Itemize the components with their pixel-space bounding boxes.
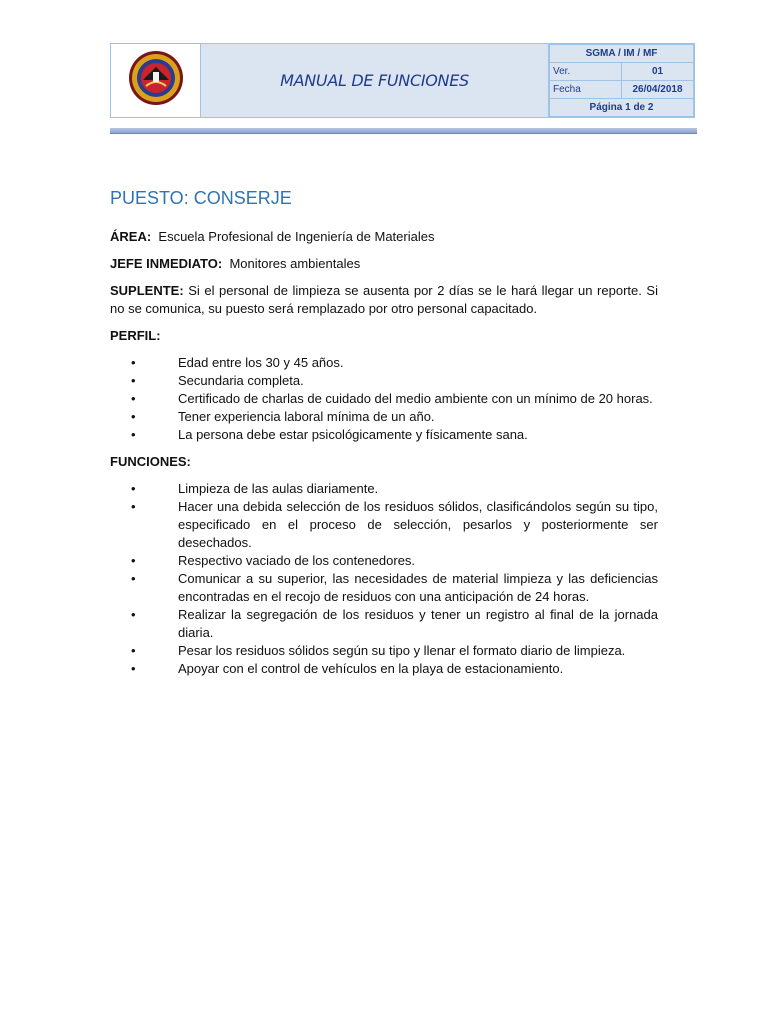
list-item-text: Edad entre los 30 y 45 años. [178,355,344,370]
area-label: ÁREA: [110,229,152,244]
list-item [110,498,658,552]
perfil-label: PERFIL: [110,328,161,343]
list-item-text: Comunicar a su superior, las necesidades de material limpieza y las deficiencias encontradas en el recojo de residuos con una anticipación de 24 horas. [178,571,658,604]
area-line [110,228,658,246]
funciones-heading [110,453,658,471]
date-label: Fecha [550,81,622,99]
bullet-icon: • [131,355,136,370]
list-item-text: Respectivo vaciado de los contenedores. [178,553,416,568]
list-item [110,390,658,408]
list-item-text: Hacer una debida selección de los residuos sólidos, clasificándolos según su tipo, especificado en el proceso de selección, pesarlos y posteriormente ser desechados. [178,499,658,550]
suplente-value: Si el personal de limpieza se ausenta por 2 días se le hará llegar un reporte. Si no se comunica, su puesto será remplazado por otro personal capacitado. [110,283,658,316]
list-item-text: Apoyar con el control de vehículos en la playa de estacionamiento. [178,661,564,676]
funciones-list [110,480,658,678]
perfil-heading [110,327,658,345]
bullet-icon: • [131,391,136,406]
list-item-text: Realizar la segregación de los residuos y tener un registro al final de la jornada diaria. [178,607,658,640]
list-item [110,660,658,678]
page-indicator: Página 1 de 2 [550,99,694,117]
meta-table [549,44,694,117]
header-divider [110,128,697,134]
list-item [110,480,658,498]
jefe-line [110,255,658,273]
bullet-icon: • [131,427,136,442]
meta-cell [549,44,695,118]
list-item-text: Tener experiencia laboral mínima de un año. [178,409,435,424]
bullet-icon: • [131,643,136,658]
title-cell [201,44,549,118]
logo-cell [111,44,201,118]
area-value: Escuela Profesional de Ingeniería de Materiales [158,229,435,244]
list-item [110,426,658,444]
bullet-icon: • [131,499,136,514]
list-item [110,354,658,372]
list-item-text: Certificado de charlas de cuidado del medio ambiente con un mínimo de 20 horas. [178,391,653,406]
bullet-icon: • [131,481,136,496]
university-seal-logo [128,50,184,106]
suplente-line [110,282,658,318]
bullet-icon: • [131,571,136,586]
list-item [110,408,658,426]
funciones-label: FUNCIONES: [110,454,191,469]
suplente-label: SUPLENTE: [110,283,184,298]
document-header [110,43,695,118]
date-value: 26/04/2018 [622,81,694,99]
bullet-icon: • [131,661,136,676]
list-item [110,372,658,390]
list-item [110,642,658,660]
list-item-text: La persona debe estar psicológicamente y físicamente sana. [178,427,528,442]
list-item-text: Limpieza de las aulas diariamente. [178,481,379,496]
page-title: PUESTO: CONSERJE [110,188,292,208]
version-value: 01 [622,63,694,81]
list-item-text: Pesar los residuos sólidos según su tipo y llenar el formato diario de limpieza. [178,643,626,658]
bullet-icon: • [131,373,136,388]
manual-title: MANUAL DE FUNCIONES [280,70,469,90]
jefe-label: JEFE INMEDIATO: [110,256,223,271]
list-item [110,570,658,606]
document-code: SGMA / IM / MF [550,45,694,63]
list-item [110,606,658,642]
perfil-list [110,354,658,444]
bullet-icon: • [131,553,136,568]
jefe-value: Monitores ambientales [229,256,361,271]
bullet-icon: • [131,607,136,622]
document-body [110,228,658,687]
bullet-icon: • [131,409,136,424]
list-item-text: Secundaria completa. [178,373,304,388]
list-item [110,552,658,570]
version-label: Ver. [550,63,622,81]
